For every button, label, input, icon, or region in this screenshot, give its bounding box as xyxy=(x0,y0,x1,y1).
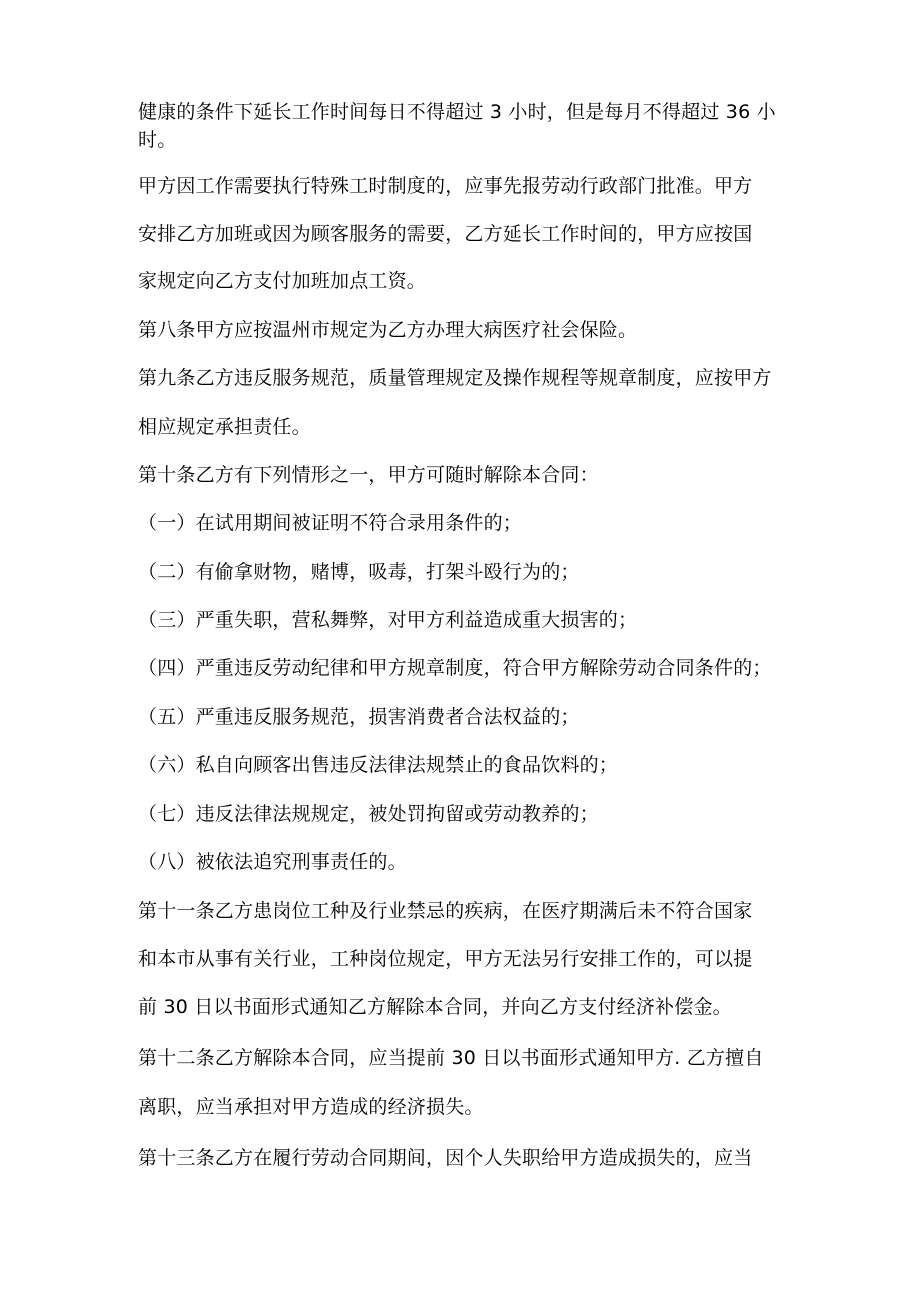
text-line: 时。 xyxy=(138,129,177,151)
list-item: （一）在试用期间被证明不符合录用条件的； xyxy=(138,512,523,534)
text-line: 健康的条件下延长工作时间每日不得超过 3 小时，但是每月不得超过 36 小 xyxy=(138,101,776,123)
list-item: （八）被依法追究刑事责任的。 xyxy=(138,851,407,873)
list-item: （三）严重失职，营私舞弊，对甲方利益造成重大损害的； xyxy=(138,609,638,631)
text-line: 离职，应当承担对甲方造成的经济损失。 xyxy=(138,1096,484,1118)
text-line: 第十三条乙方在履行劳动合同期间，因个人失职给甲方造成损失的，应当 xyxy=(138,1147,753,1169)
text-line: 第九条乙方违反服务规范，质量管理规定及操作规程等规章制度，应按甲方 xyxy=(138,367,772,389)
text-line: 第十一条乙方患岗位工种及行业禁忌的疾病，在医疗期满后未不符合国家 xyxy=(138,900,753,922)
text-line: 第十二条乙方解除本合同，应当提前 30 日以书面形式通知甲方. 乙方擅自 xyxy=(138,1047,764,1069)
text-line: 安排乙方加班或因为顾客服务的需要，乙方延长工作时间的，甲方应按国 xyxy=(138,223,753,245)
text-line: 第十条乙方有下列情形之一，甲方可随时解除本合同： xyxy=(138,464,599,486)
text-line: 前 30 日以书面形式通知乙方解除本合同，并向乙方支付经济补偿金。 xyxy=(138,996,732,1018)
text-line: 和本市从事有关行业，工种岗位规定，甲方无法另行安排工作的，可以提 xyxy=(138,948,753,970)
list-item: （二）有偷拿财物，赌博，吸毒，打架斗殴行为的； xyxy=(138,561,580,583)
list-item: （七）违反法律法规规定，被处罚拘留或劳动教养的； xyxy=(138,803,599,825)
text-line: 第八条甲方应按温州市规定为乙方办理大病医疗社会保险。 xyxy=(138,319,638,341)
text-line: 甲方因工作需要执行特殊工时制度的，应事先报劳动行政部门批准。甲方 xyxy=(138,175,753,197)
text-line: 家规定向乙方支付加班加点工资。 xyxy=(138,270,427,292)
list-item: （四）严重违反劳动纪律和甲方规章制度，符合甲方解除劳动合同条件的； xyxy=(138,657,772,679)
list-item: （六）私自向顾客出售违反法律法规禁止的食品饮料的； xyxy=(138,754,619,776)
list-item: （五）严重违反服务规范，损害消费者合法权益的； xyxy=(138,706,580,728)
text-line: 相应规定承担责任。 xyxy=(138,416,311,438)
